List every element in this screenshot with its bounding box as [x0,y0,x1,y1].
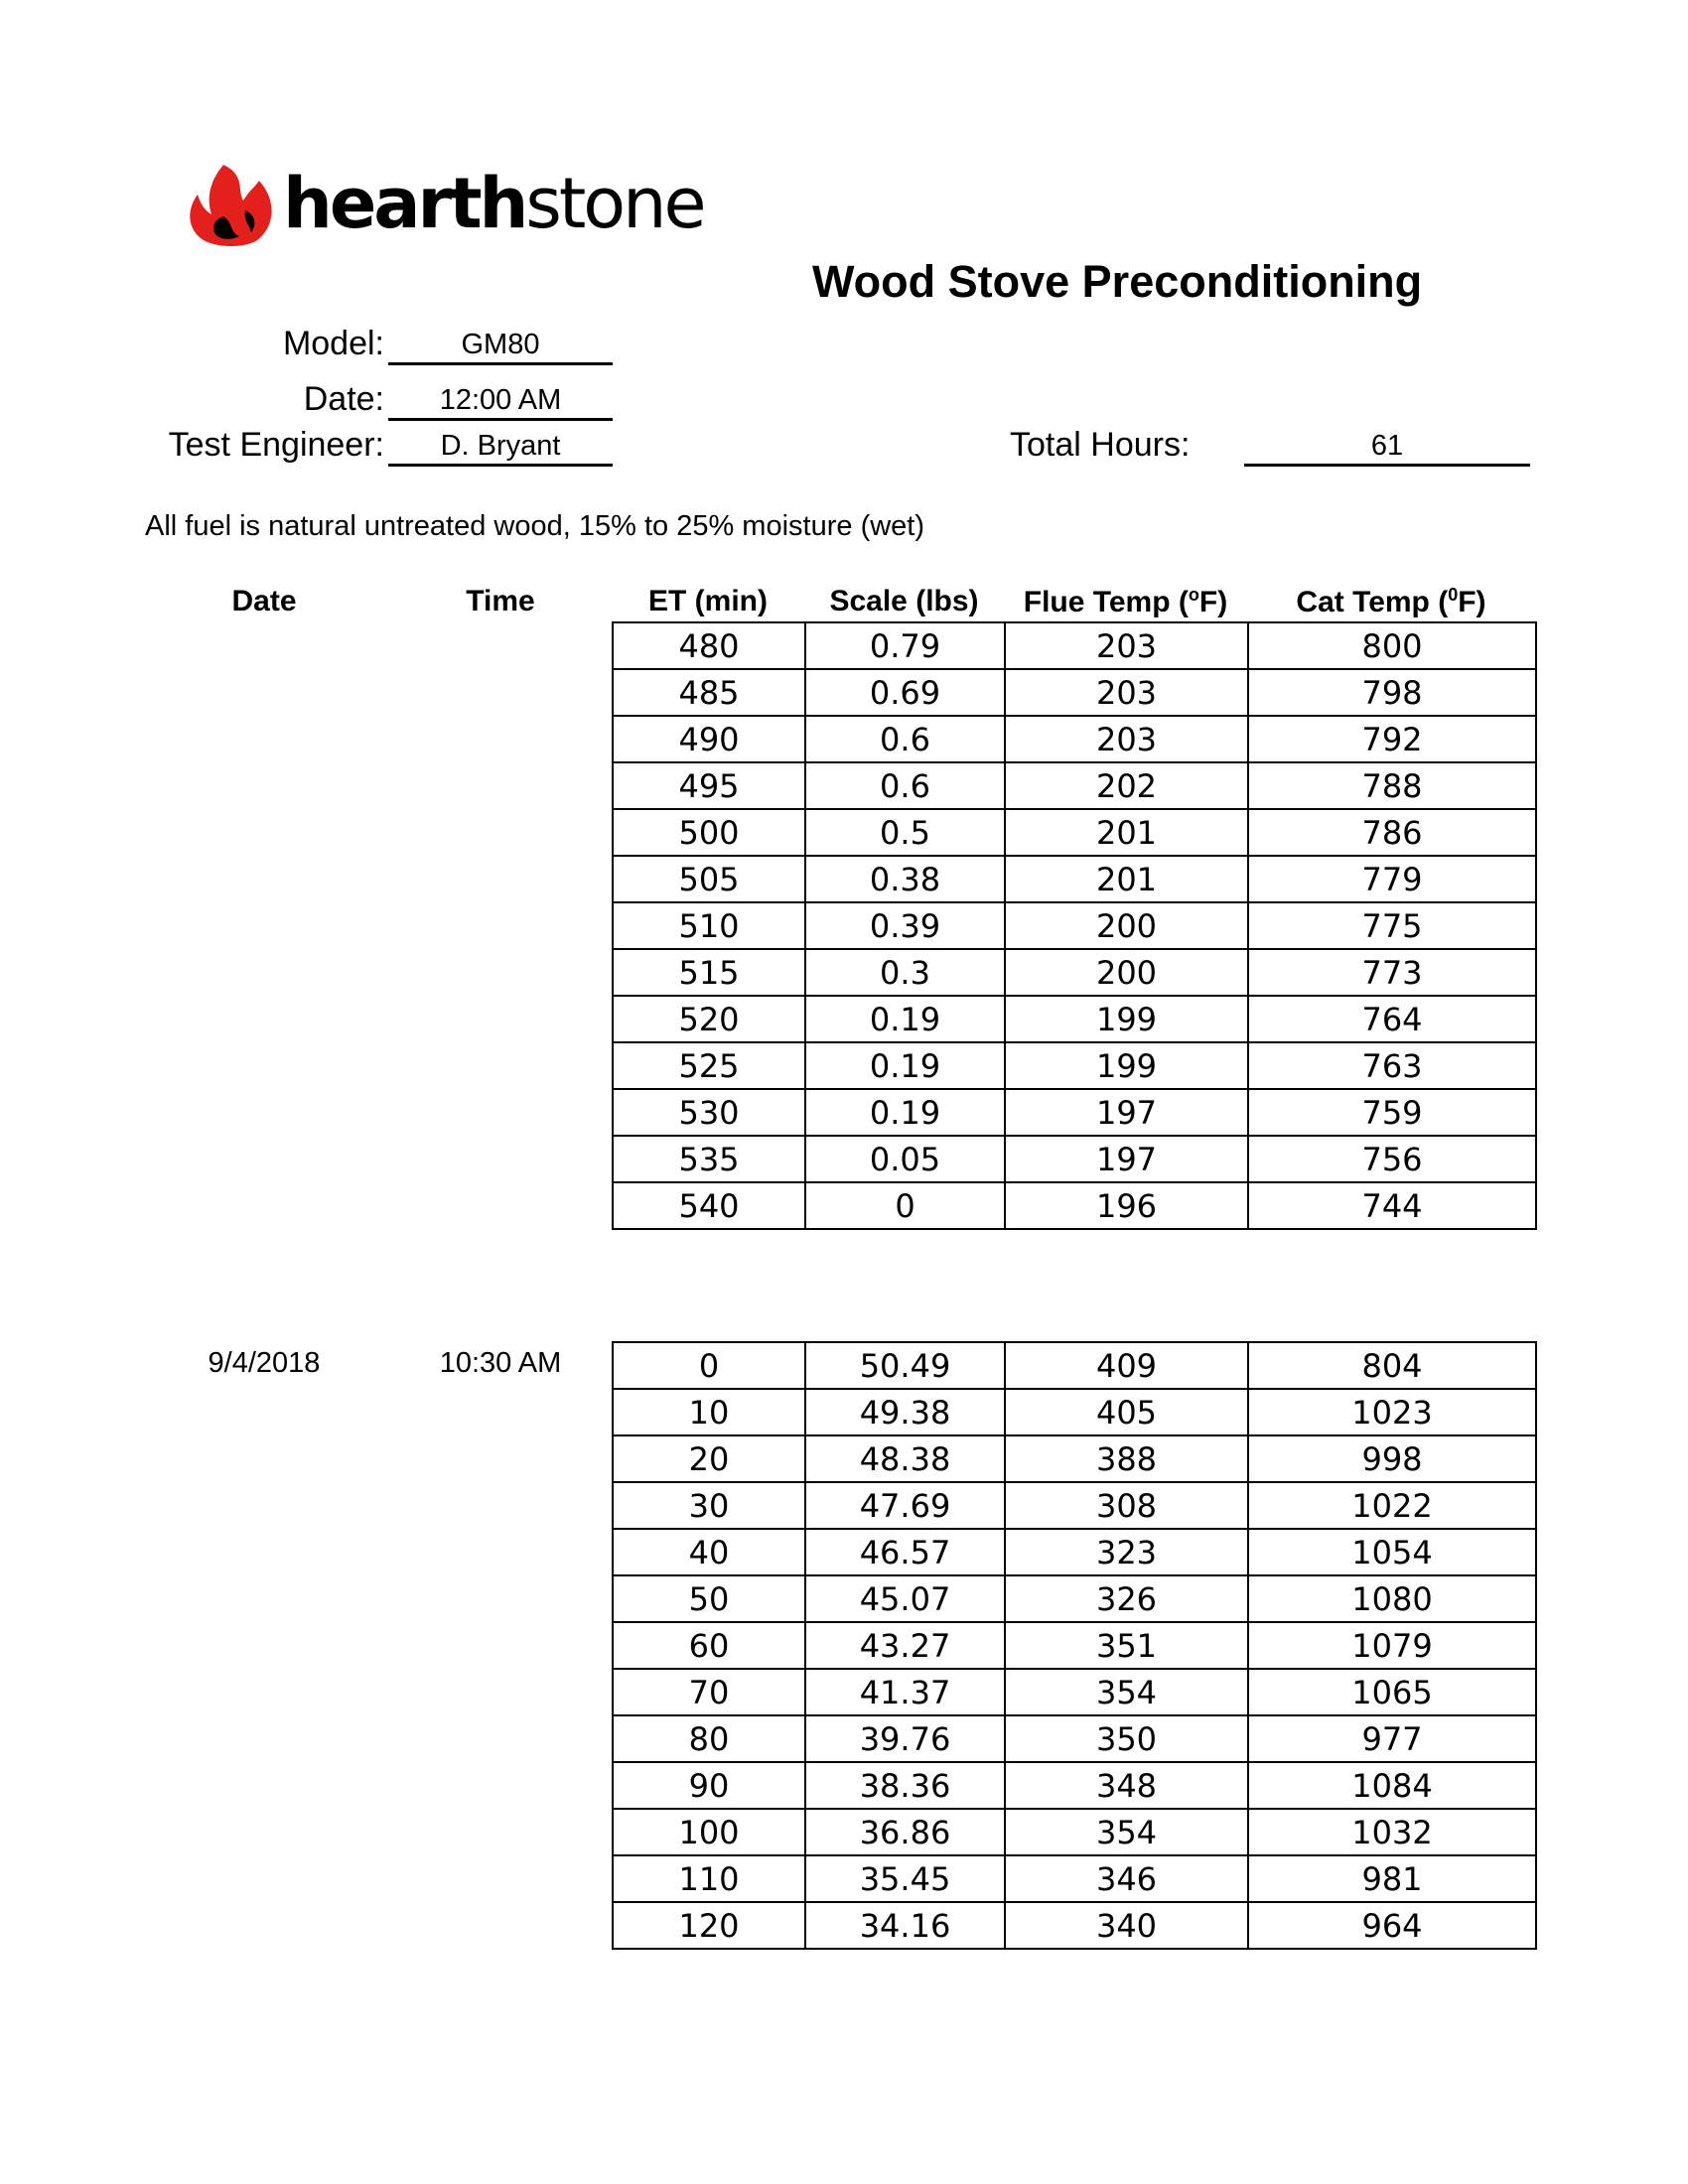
flue-temp-cell: 351 [1005,1622,1248,1669]
table-row [613,949,1536,996]
et-cell: 0 [613,1342,805,1389]
data-table-1 [612,621,1537,1230]
cat-temp-cell: 1054 [1248,1529,1536,1575]
scale-cell: 36.86 [805,1809,1005,1855]
table-row [613,1482,1536,1529]
cat-temp-cell: 804 [1248,1342,1536,1389]
flue-temp-cell: 196 [1005,1182,1248,1229]
table-row [613,716,1536,762]
flue-temp-cell: 199 [1005,1042,1248,1089]
table-row [613,996,1536,1042]
et-cell: 110 [613,1855,805,1902]
cat-temp-cell: 759 [1248,1089,1536,1136]
cat-temp-cell: 981 [1248,1855,1536,1902]
model-value: GM80 [388,325,613,365]
scale-cell: 0.39 [805,902,1005,949]
col-header-date: Date [231,585,297,617]
et-cell: 525 [613,1042,805,1089]
et-cell: 10 [613,1389,805,1435]
et-cell: 70 [613,1669,805,1715]
flue-temp-cell: 348 [1005,1762,1248,1809]
data-table-2 [612,1341,1537,1950]
date-label: Date: [303,380,384,418]
table-row [613,1435,1536,1482]
cat-temp-cell: 1022 [1248,1482,1536,1529]
model-label: Model: [282,325,384,362]
col-header-time: Time [466,585,535,617]
col-header-cat-temp [1247,585,1535,619]
scale-cell: 34.16 [805,1902,1005,1949]
flue-header-prefix: Flue Temp ( [1023,586,1189,618]
cat-temp-cell: 1079 [1248,1622,1536,1669]
et-cell: 480 [613,622,805,669]
fuel-note: All fuel is natural untreated wood, 15% to 25% moisture (wet) [145,510,925,542]
flue-temp-cell: 203 [1005,669,1248,716]
page-title: Wood Stove Preconditioning [812,256,1423,307]
flue-temp-cell: 202 [1005,762,1248,809]
table-row [613,1529,1536,1575]
et-cell: 500 [613,809,805,856]
table-row [613,1042,1536,1089]
table-row [613,902,1536,949]
cat-temp-cell: 1065 [1248,1669,1536,1715]
flue-temp-cell: 200 [1005,902,1248,949]
et-cell: 520 [613,996,805,1042]
et-cell: 120 [613,1902,805,1949]
cat-header-prefix: Cat Temp ( [1296,586,1449,618]
et-cell: 30 [613,1482,805,1529]
cat-header-degree: 0 [1448,585,1459,605]
total-hours-label: Total Hours: [1010,426,1191,464]
table-row [613,1089,1536,1136]
date-value: 12:00 AM [388,380,613,421]
scale-cell: 0.6 [805,762,1005,809]
flue-temp-cell: 323 [1005,1529,1248,1575]
et-cell: 510 [613,902,805,949]
table-row [613,1809,1536,1855]
table-row [613,622,1536,669]
cat-temp-cell: 786 [1248,809,1536,856]
col-header-scale: Scale (lbs) [829,585,979,617]
et-cell: 485 [613,669,805,716]
scale-cell: 0.3 [805,949,1005,996]
table-row [613,1715,1536,1762]
cat-temp-cell: 788 [1248,762,1536,809]
flue-temp-cell: 354 [1005,1669,1248,1715]
flue-temp-cell: 409 [1005,1342,1248,1389]
scale-cell: 45.07 [805,1575,1005,1622]
et-cell: 495 [613,762,805,809]
table-row [613,1575,1536,1622]
flue-temp-cell: 340 [1005,1902,1248,1949]
scale-cell: 35.45 [805,1855,1005,1902]
flue-temp-cell: 200 [1005,949,1248,996]
scale-cell: 0.6 [805,716,1005,762]
cat-temp-cell: 1080 [1248,1575,1536,1622]
scale-cell: 49.38 [805,1389,1005,1435]
table-row [613,809,1536,856]
cat-temp-cell: 744 [1248,1182,1536,1229]
table-row [613,1389,1536,1435]
scale-cell: 0.19 [805,1089,1005,1136]
table-row [613,1669,1536,1715]
cat-temp-cell: 779 [1248,856,1536,902]
flue-temp-cell: 354 [1005,1809,1248,1855]
table-row [613,1622,1536,1669]
flue-temp-cell: 199 [1005,996,1248,1042]
et-cell: 100 [613,1809,805,1855]
flue-temp-cell: 201 [1005,856,1248,902]
engineer-label: Test Engineer: [168,426,384,464]
table-1-body [613,622,1536,1229]
scale-cell: 39.76 [805,1715,1005,1762]
table-row [613,1762,1536,1809]
scale-cell: 50.49 [805,1342,1005,1389]
et-cell: 80 [613,1715,805,1762]
table-row [613,669,1536,716]
col-header-flue-temp [1004,585,1247,619]
et-cell: 530 [613,1089,805,1136]
flue-temp-cell: 346 [1005,1855,1248,1902]
et-cell: 60 [613,1622,805,1669]
flue-temp-cell: 201 [1005,809,1248,856]
scale-cell: 0.19 [805,996,1005,1042]
table-2-body [613,1342,1536,1949]
flue-temp-cell: 350 [1005,1715,1248,1762]
cat-temp-cell: 1023 [1248,1389,1536,1435]
flue-temp-cell: 197 [1005,1089,1248,1136]
engineer-value: D. Bryant [388,426,613,467]
flue-temp-cell: 405 [1005,1389,1248,1435]
cat-temp-cell: 792 [1248,716,1536,762]
et-cell: 50 [613,1575,805,1622]
et-cell: 90 [613,1762,805,1809]
cat-header-suffix: F) [1458,586,1486,618]
cat-temp-cell: 800 [1248,622,1536,669]
scale-cell: 43.27 [805,1622,1005,1669]
table-row [613,1902,1536,1949]
flue-temp-cell: 388 [1005,1435,1248,1482]
col-header-et: ET (min) [648,585,768,617]
cat-temp-cell: 964 [1248,1902,1536,1949]
scale-cell: 38.36 [805,1762,1005,1809]
table2-time: 10:30 AM [439,1347,562,1379]
et-cell: 540 [613,1182,805,1229]
et-cell: 535 [613,1136,805,1182]
table-row [613,1855,1536,1902]
total-hours-value: 61 [1244,426,1530,467]
scale-cell: 0 [805,1182,1005,1229]
flame-icon [184,161,278,248]
logo-wordmark [283,159,704,248]
cat-temp-cell: 773 [1248,949,1536,996]
scale-cell: 0.69 [805,669,1005,716]
et-cell: 505 [613,856,805,902]
flue-temp-cell: 308 [1005,1482,1248,1529]
logo-text-bold: hearth [283,163,526,244]
scale-cell: 46.57 [805,1529,1005,1575]
hearthstone-logo [184,161,704,250]
cat-temp-cell: 1084 [1248,1762,1536,1809]
logo-text-regular: stone [525,163,704,244]
scale-cell: 0.79 [805,622,1005,669]
cat-temp-cell: 798 [1248,669,1536,716]
et-cell: 515 [613,949,805,996]
flue-temp-cell: 326 [1005,1575,1248,1622]
scale-cell: 0.5 [805,809,1005,856]
cat-temp-cell: 764 [1248,996,1536,1042]
table-row [613,762,1536,809]
scale-cell: 0.38 [805,856,1005,902]
flue-temp-cell: 203 [1005,716,1248,762]
table-row [613,1342,1536,1389]
table-row [613,1182,1536,1229]
scale-cell: 0.05 [805,1136,1005,1182]
cat-temp-cell: 763 [1248,1042,1536,1089]
scale-cell: 0.19 [805,1042,1005,1089]
table-row [613,856,1536,902]
cat-temp-cell: 775 [1248,902,1536,949]
table-row [613,1136,1536,1182]
table2-date: 9/4/2018 [208,1347,321,1379]
et-cell: 490 [613,716,805,762]
flue-header-degree: o [1188,585,1199,605]
scale-cell: 48.38 [805,1435,1005,1482]
flue-header-suffix: F) [1198,586,1228,618]
et-cell: 40 [613,1529,805,1575]
flue-temp-cell: 197 [1005,1136,1248,1182]
scale-cell: 41.37 [805,1669,1005,1715]
cat-temp-cell: 998 [1248,1435,1536,1482]
scale-cell: 47.69 [805,1482,1005,1529]
cat-temp-cell: 977 [1248,1715,1536,1762]
et-cell: 20 [613,1435,805,1482]
cat-temp-cell: 756 [1248,1136,1536,1182]
cat-temp-cell: 1032 [1248,1809,1536,1855]
flue-temp-cell: 203 [1005,622,1248,669]
